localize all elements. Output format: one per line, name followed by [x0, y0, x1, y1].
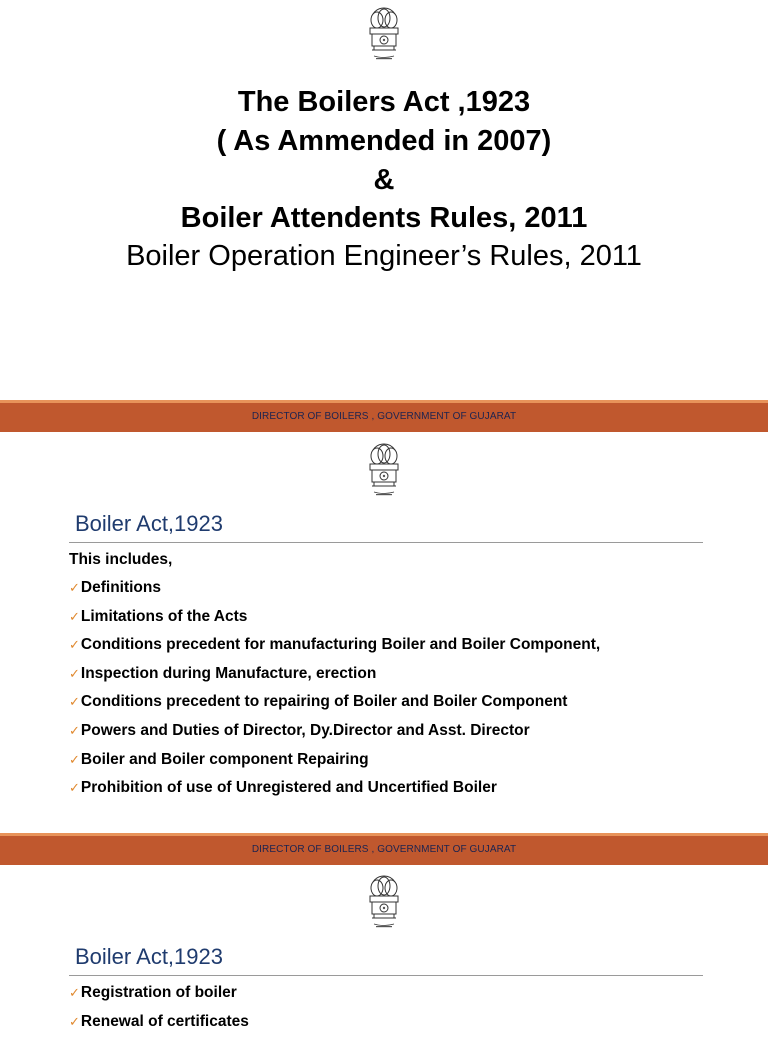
title-line-4: Boiler Attendents Rules, 2011	[180, 202, 588, 234]
list-item-label: Conditions precedent to repairing of Boiler and Boiler Component	[80, 693, 568, 711]
checkmark-icon: ✓	[69, 1013, 80, 1029]
national-emblem-icon	[364, 442, 404, 502]
bullet-list	[69, 983, 249, 1040]
checkmark-icon: ✓	[69, 985, 80, 1000]
list-item-label: Powers and Duties of Director, Dy.Director and Asst. Director	[80, 721, 530, 739]
checkmark-icon: ✓	[69, 780, 80, 796]
list-item-label: Registration of boiler	[80, 984, 237, 1001]
slide-heading: Boiler Act,1923	[75, 944, 223, 969]
footer-text: DIRECTOR OF BOILERS , GOVERNMENT OF GUJARAT	[251, 844, 517, 855]
title-line-1: The Boilers Act ,1923	[237, 86, 531, 118]
national-emblem-icon	[364, 6, 404, 66]
title-line-5: Boiler Operation Engineer’s Rules, 2011	[126, 240, 642, 272]
list-item-label: Prohibition of use of Unregistered and Uncertified Boiler	[80, 779, 497, 797]
list-item	[69, 721, 600, 750]
checkmark-icon: ✓	[69, 722, 80, 738]
title-line-3: &	[373, 164, 395, 196]
heading-divider	[69, 542, 703, 543]
slide-heading: Boiler Act,1923	[75, 511, 223, 536]
list-item-label: Definitions	[80, 579, 161, 596]
list-item	[69, 983, 249, 1012]
list-item	[69, 1012, 249, 1040]
footer-text: DIRECTOR OF BOILERS , GOVERNMENT OF GUJARAT	[251, 411, 517, 422]
checkmark-icon: ✓	[69, 665, 80, 681]
list-item	[69, 607, 600, 636]
list-item	[69, 578, 600, 607]
list-item-label: Inspection during Manufacture, erection	[80, 664, 377, 682]
list-item	[69, 778, 600, 807]
checkmark-icon: ✓	[69, 751, 80, 767]
checkmark-icon: ✓	[69, 580, 80, 595]
checkmark-icon: ✓	[69, 637, 80, 653]
list-item	[69, 635, 600, 664]
footer-band	[0, 833, 768, 865]
footer-band	[0, 400, 768, 432]
intro-text: This includes,	[69, 551, 173, 568]
national-emblem-icon	[364, 874, 404, 934]
list-item	[69, 750, 600, 779]
list-item	[69, 692, 600, 721]
list-item-label: Conditions precedent for manufacturing Boiler and Boiler Component,	[80, 636, 601, 654]
heading-divider	[69, 975, 703, 976]
bullet-list	[69, 578, 600, 807]
title-line-2: ( As Ammended in 2007)	[216, 125, 552, 157]
list-item-label: Boiler and Boiler component Repairing	[80, 750, 369, 768]
list-item-label: Renewal of certificates	[80, 1012, 249, 1030]
list-item	[69, 664, 600, 693]
list-item-label: Limitations of the Acts	[80, 607, 248, 625]
checkmark-icon: ✓	[69, 694, 80, 710]
checkmark-icon: ✓	[69, 608, 80, 624]
